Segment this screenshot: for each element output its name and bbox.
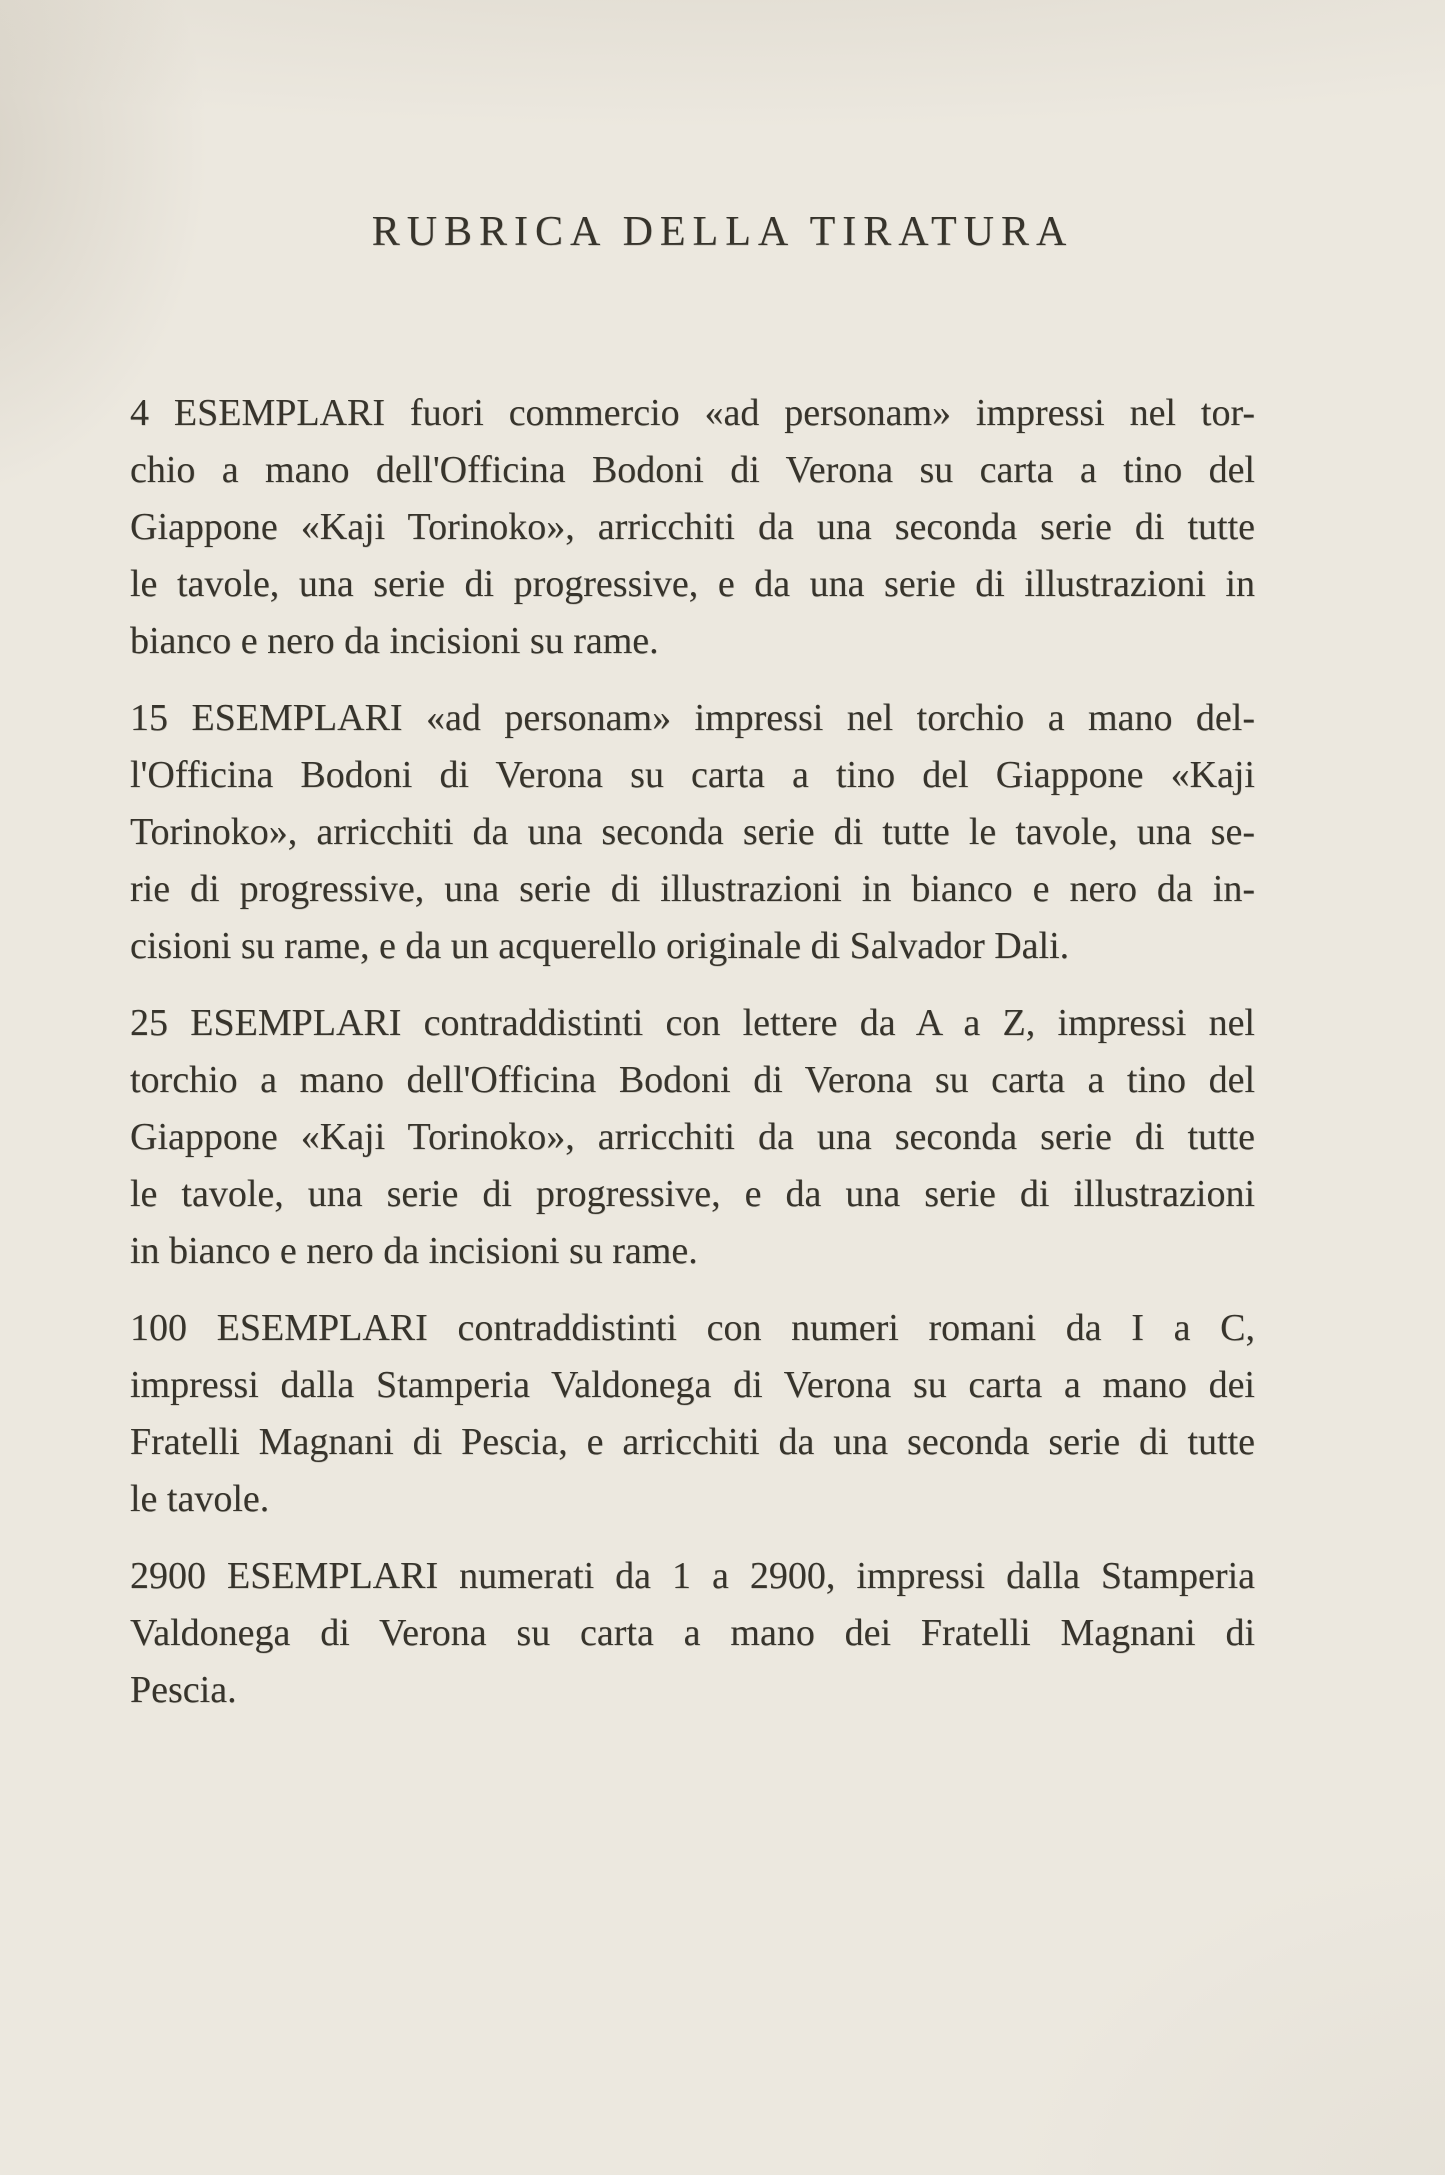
text-line: 100 ESEMPLARI contraddistinti con numeri romani da I a C,: [130, 1307, 1255, 1349]
text-line: 2900 ESEMPLARI numerati da 1 a 2900, impressi dalla Stamperia: [130, 1555, 1255, 1597]
text-line: 4 ESEMPLARI fuori commercio «ad personam» impressi nel tor-: [130, 392, 1255, 434]
edition-paragraph-25-esemplari: [130, 995, 1255, 1280]
text-line: le tavole, una serie di progressive, e da una serie di illustrazioni in: [130, 563, 1255, 605]
edition-paragraph-2900-esemplari: [130, 1548, 1255, 1719]
text-line: cisioni su rame, e da un acquerello originale di Salvador Dali.: [130, 925, 1070, 967]
edition-paragraph-4-esemplari: [130, 385, 1255, 670]
text-line: impressi dalla Stamperia Valdonega di Verona su carta a mano dei: [130, 1364, 1255, 1406]
text-line: 25 ESEMPLARI contraddistinti con lettere da A a Z, impressi nel: [130, 1002, 1255, 1044]
text-line: torchio a mano dell'Officina Bodoni di Verona su carta a tino del: [130, 1059, 1255, 1101]
text-line: Pescia.: [130, 1669, 237, 1711]
text-line: Giappone «Kaji Torinoko», arricchiti da una seconda serie di tutte: [130, 1116, 1255, 1158]
text-line: le tavole, una serie di progressive, e da una serie di illustrazioni: [130, 1173, 1255, 1215]
text-line: Torinoko», arricchiti da una seconda serie di tutte le tavole, una se-: [130, 811, 1255, 853]
text-line: chio a mano dell'Officina Bodoni di Verona su carta a tino del: [130, 449, 1255, 491]
text-line: rie di progressive, una serie di illustrazioni in bianco e nero da in-: [130, 868, 1255, 910]
text-line: Valdonega di Verona su carta a mano dei Fratelli Magnani di: [130, 1612, 1255, 1654]
text-line: 15 ESEMPLARI «ad personam» impressi nel torchio a mano del-: [130, 697, 1255, 739]
text-line: Giappone «Kaji Torinoko», arricchiti da una seconda serie di tutte: [130, 506, 1255, 548]
page-title: RUBRICA DELLA TIRATURA: [371, 209, 1074, 255]
limitation-text-block: [130, 385, 1255, 1719]
text-line: in bianco e nero da incisioni su rame.: [130, 1230, 698, 1272]
edition-paragraph-15-esemplari: [130, 690, 1255, 975]
text-line: Fratelli Magnani di Pescia, e arricchiti da una seconda serie di tutte: [130, 1421, 1255, 1463]
text-line: l'Officina Bodoni di Verona su carta a tino del Giappone «Kaji: [130, 754, 1255, 796]
edition-paragraph-100-esemplari: [130, 1300, 1255, 1528]
text-line: bianco e nero da incisioni su rame.: [130, 620, 659, 662]
text-line: le tavole.: [130, 1478, 270, 1520]
